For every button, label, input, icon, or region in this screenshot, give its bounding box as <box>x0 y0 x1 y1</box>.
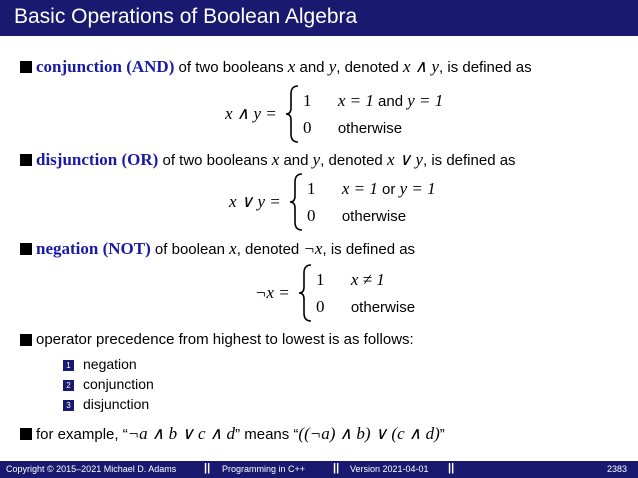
denotation: ¬x <box>303 239 323 258</box>
text: , denoted <box>236 241 300 258</box>
list-item <box>63 396 149 412</box>
case-row-1 <box>303 91 443 111</box>
text: operator precedence from highest to lowest is as follows: <box>36 331 414 348</box>
text: for example, “ <box>36 426 128 443</box>
list-label: conjunction <box>83 376 154 392</box>
case-condition: otherwise <box>337 120 403 137</box>
text: , is defined as <box>322 241 416 258</box>
case-value: 1 <box>316 270 325 289</box>
text: and <box>283 152 309 169</box>
text: and <box>299 59 325 76</box>
case-row-1 <box>307 179 436 199</box>
case-row-2 <box>307 206 406 226</box>
case-condition: y = 1 <box>407 91 444 110</box>
item-negation <box>36 240 415 259</box>
equation-lhs: x ∨ y = <box>229 192 281 211</box>
footer-separator: || <box>333 462 340 474</box>
equation-lhs: ¬x = <box>255 283 290 302</box>
var-x: x <box>229 239 237 258</box>
list-label: disjunction <box>83 396 150 412</box>
denotation: x ∧ y <box>402 57 440 76</box>
text: of two booleans <box>162 152 268 169</box>
var-y: y <box>312 150 321 169</box>
item-conjunction <box>36 58 532 77</box>
text: , denoted <box>336 59 399 76</box>
var-y: y <box>328 57 337 76</box>
footer-separator: || <box>448 462 455 474</box>
bullet-square-icon <box>20 428 32 440</box>
text: ” means “ <box>235 426 299 443</box>
footer-bar <box>0 461 638 478</box>
list-number: 3 <box>63 400 74 411</box>
keyword-disjunction: disjunction (OR) <box>36 150 159 169</box>
left-brace-icon <box>297 263 315 323</box>
text: , denoted <box>320 152 383 169</box>
item-example <box>36 425 445 444</box>
keyword-negation: negation (NOT) <box>36 239 151 258</box>
example-parenthesized: ((¬a) ∧ b) ∨ (c ∧ d) <box>298 424 440 443</box>
footer-copyright: Copyright © 2015–2021 Michael D. Adams <box>6 464 177 474</box>
case-value: 0 <box>303 118 312 137</box>
case-row-2 <box>303 118 402 138</box>
left-brace-icon <box>284 84 302 144</box>
footer-page-number: 2383 <box>607 464 628 474</box>
case-value: 0 <box>316 297 325 316</box>
list-item <box>63 376 154 392</box>
text: of boolean <box>154 241 225 258</box>
footer-separator: || <box>204 462 211 474</box>
bullet-square-icon <box>20 334 32 346</box>
var-x: x <box>287 57 296 76</box>
keyword-conjunction: conjunction (AND) <box>36 57 175 76</box>
denotation: x ∨ y <box>386 150 423 169</box>
footer-version: Version 2021-04-01 <box>350 464 429 474</box>
case-condition: otherwise <box>341 208 407 225</box>
bullet-square-icon <box>20 243 32 255</box>
list-number: 1 <box>63 360 74 371</box>
case-condition: otherwise <box>350 299 416 316</box>
case-condition: x = 1 <box>341 179 378 198</box>
text: , is defined as <box>439 59 532 76</box>
item-disjunction <box>36 151 516 170</box>
text: ” <box>439 426 445 443</box>
text: , is defined as <box>423 152 516 169</box>
item-precedence <box>36 331 414 349</box>
var-x: x <box>271 150 280 169</box>
slide-title: Basic Operations of Boolean Algebra <box>14 5 358 28</box>
footer-course: Programming in C++ <box>222 464 306 474</box>
list-number: 2 <box>63 380 74 391</box>
case-row-2 <box>316 297 415 317</box>
case-value: 1 <box>303 91 312 110</box>
case-connective: or <box>382 181 396 198</box>
case-condition: x ≠ 1 <box>350 270 385 289</box>
equation-lhs: x ∧ y = <box>225 104 277 123</box>
bullet-square-icon <box>20 61 32 73</box>
text: of two booleans <box>178 59 284 76</box>
case-condition: x = 1 <box>337 91 374 110</box>
case-value: 1 <box>307 179 316 198</box>
list-item <box>63 356 137 372</box>
example-expression: ¬a ∧ b ∨ c ∧ d <box>127 424 236 443</box>
bullet-square-icon <box>20 154 32 166</box>
list-label: negation <box>83 356 137 372</box>
case-connective: and <box>378 93 404 110</box>
case-value: 0 <box>307 206 316 225</box>
case-condition: y = 1 <box>399 179 436 198</box>
case-row-1 <box>316 270 385 290</box>
left-brace-icon <box>288 172 306 232</box>
